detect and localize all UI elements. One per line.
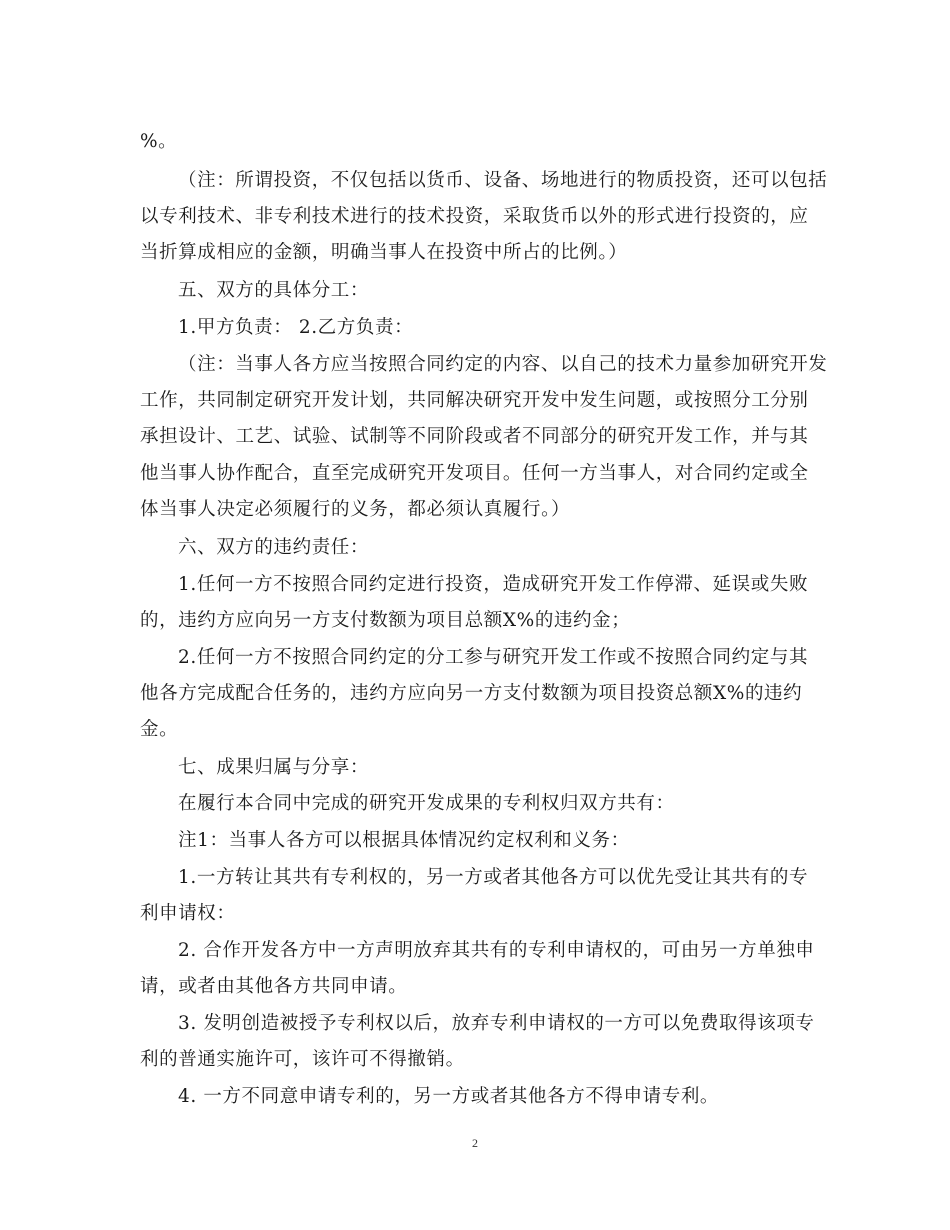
page-number: 2: [472, 1136, 478, 1150]
section-heading: 五、双方的具体分工：: [178, 280, 370, 301]
text-line: 在履行本合同中完成的研究开发成果的专利权归双方共有：: [178, 793, 675, 814]
text-line: （注：所谓投资，不仅包括以货币、设备、场地进行的物质投资，还可以包括: [178, 170, 828, 191]
text-line: 4. 一方不同意申请专利的，另一方或者其他各方不得申请专利。: [178, 1086, 720, 1107]
text-line: 注1：当事人各方可以根据具体情况约定权利和义务：: [178, 830, 630, 851]
text-line: 体当事人决定必须履行的义务，都必须认真履行。）: [140, 499, 571, 520]
text-line: 2.任何一方不按照合同约定的分工参与研究开发工作或不按照合同约定与其: [178, 647, 809, 668]
text-line: （注：当事人各方应当按照合同约定的内容、以自己的技术力量参加研究开发: [178, 354, 828, 375]
section-heading: 六、双方的违约责任：: [178, 537, 370, 558]
text-line: 他各方完成配合任务的，违约方应向另一方支付数额为项目投资总额X%的违约: [140, 683, 803, 704]
text-line: 1.任何一方不按照合同约定进行投资，造成研究开发工作停滞、延误或失败: [178, 574, 809, 595]
text-line: 利的普通实施许可，该许可不得撤销。: [140, 1049, 465, 1070]
text-line: 3. 发明创造被授予专利权以后，放弃专利申请权的一方可以免费取得该项专: [178, 1013, 815, 1034]
text-line: 2. 合作开发各方中一方声明放弃其共有的专利申请权的，可由另一方单独申: [178, 940, 815, 961]
text-line: 金。: [140, 719, 179, 740]
text-line: 1.一方转让其共有专利权的，另一方或者其他各方可以优先受让其共有的专: [178, 867, 809, 888]
text-line: 利申请权：: [140, 903, 236, 924]
section-heading: 七、成果归属与分享：: [178, 757, 370, 778]
text-line: 1.甲方负责： 2.乙方负责：: [178, 317, 414, 338]
text-line: 承担设计、工艺、试验、试制等不同阶段或者不同部分的研究开发工作，并与其: [140, 426, 809, 447]
text-line: 工作，共同制定研究开发计划，共同解决研究开发中发生问题，或按照分工分别: [140, 390, 809, 411]
text-line: 他当事人协作配合，直至完成研究开发项目。任何一方当事人，对合同约定或全: [140, 463, 809, 484]
text-line: 当折算成相应的金额，明确当事人在投资中所占的比例。）: [140, 242, 628, 263]
text-line: %。: [140, 131, 178, 152]
text-line: 的，违约方应向另一方支付数额为项目总额X%的违约金；: [140, 610, 631, 631]
text-line: 以专利技术、非专利技术进行的技术投资，采取货币以外的形式进行投资的，应: [140, 206, 809, 227]
text-line: 请，或者由其他各方共同申请。: [140, 976, 408, 997]
